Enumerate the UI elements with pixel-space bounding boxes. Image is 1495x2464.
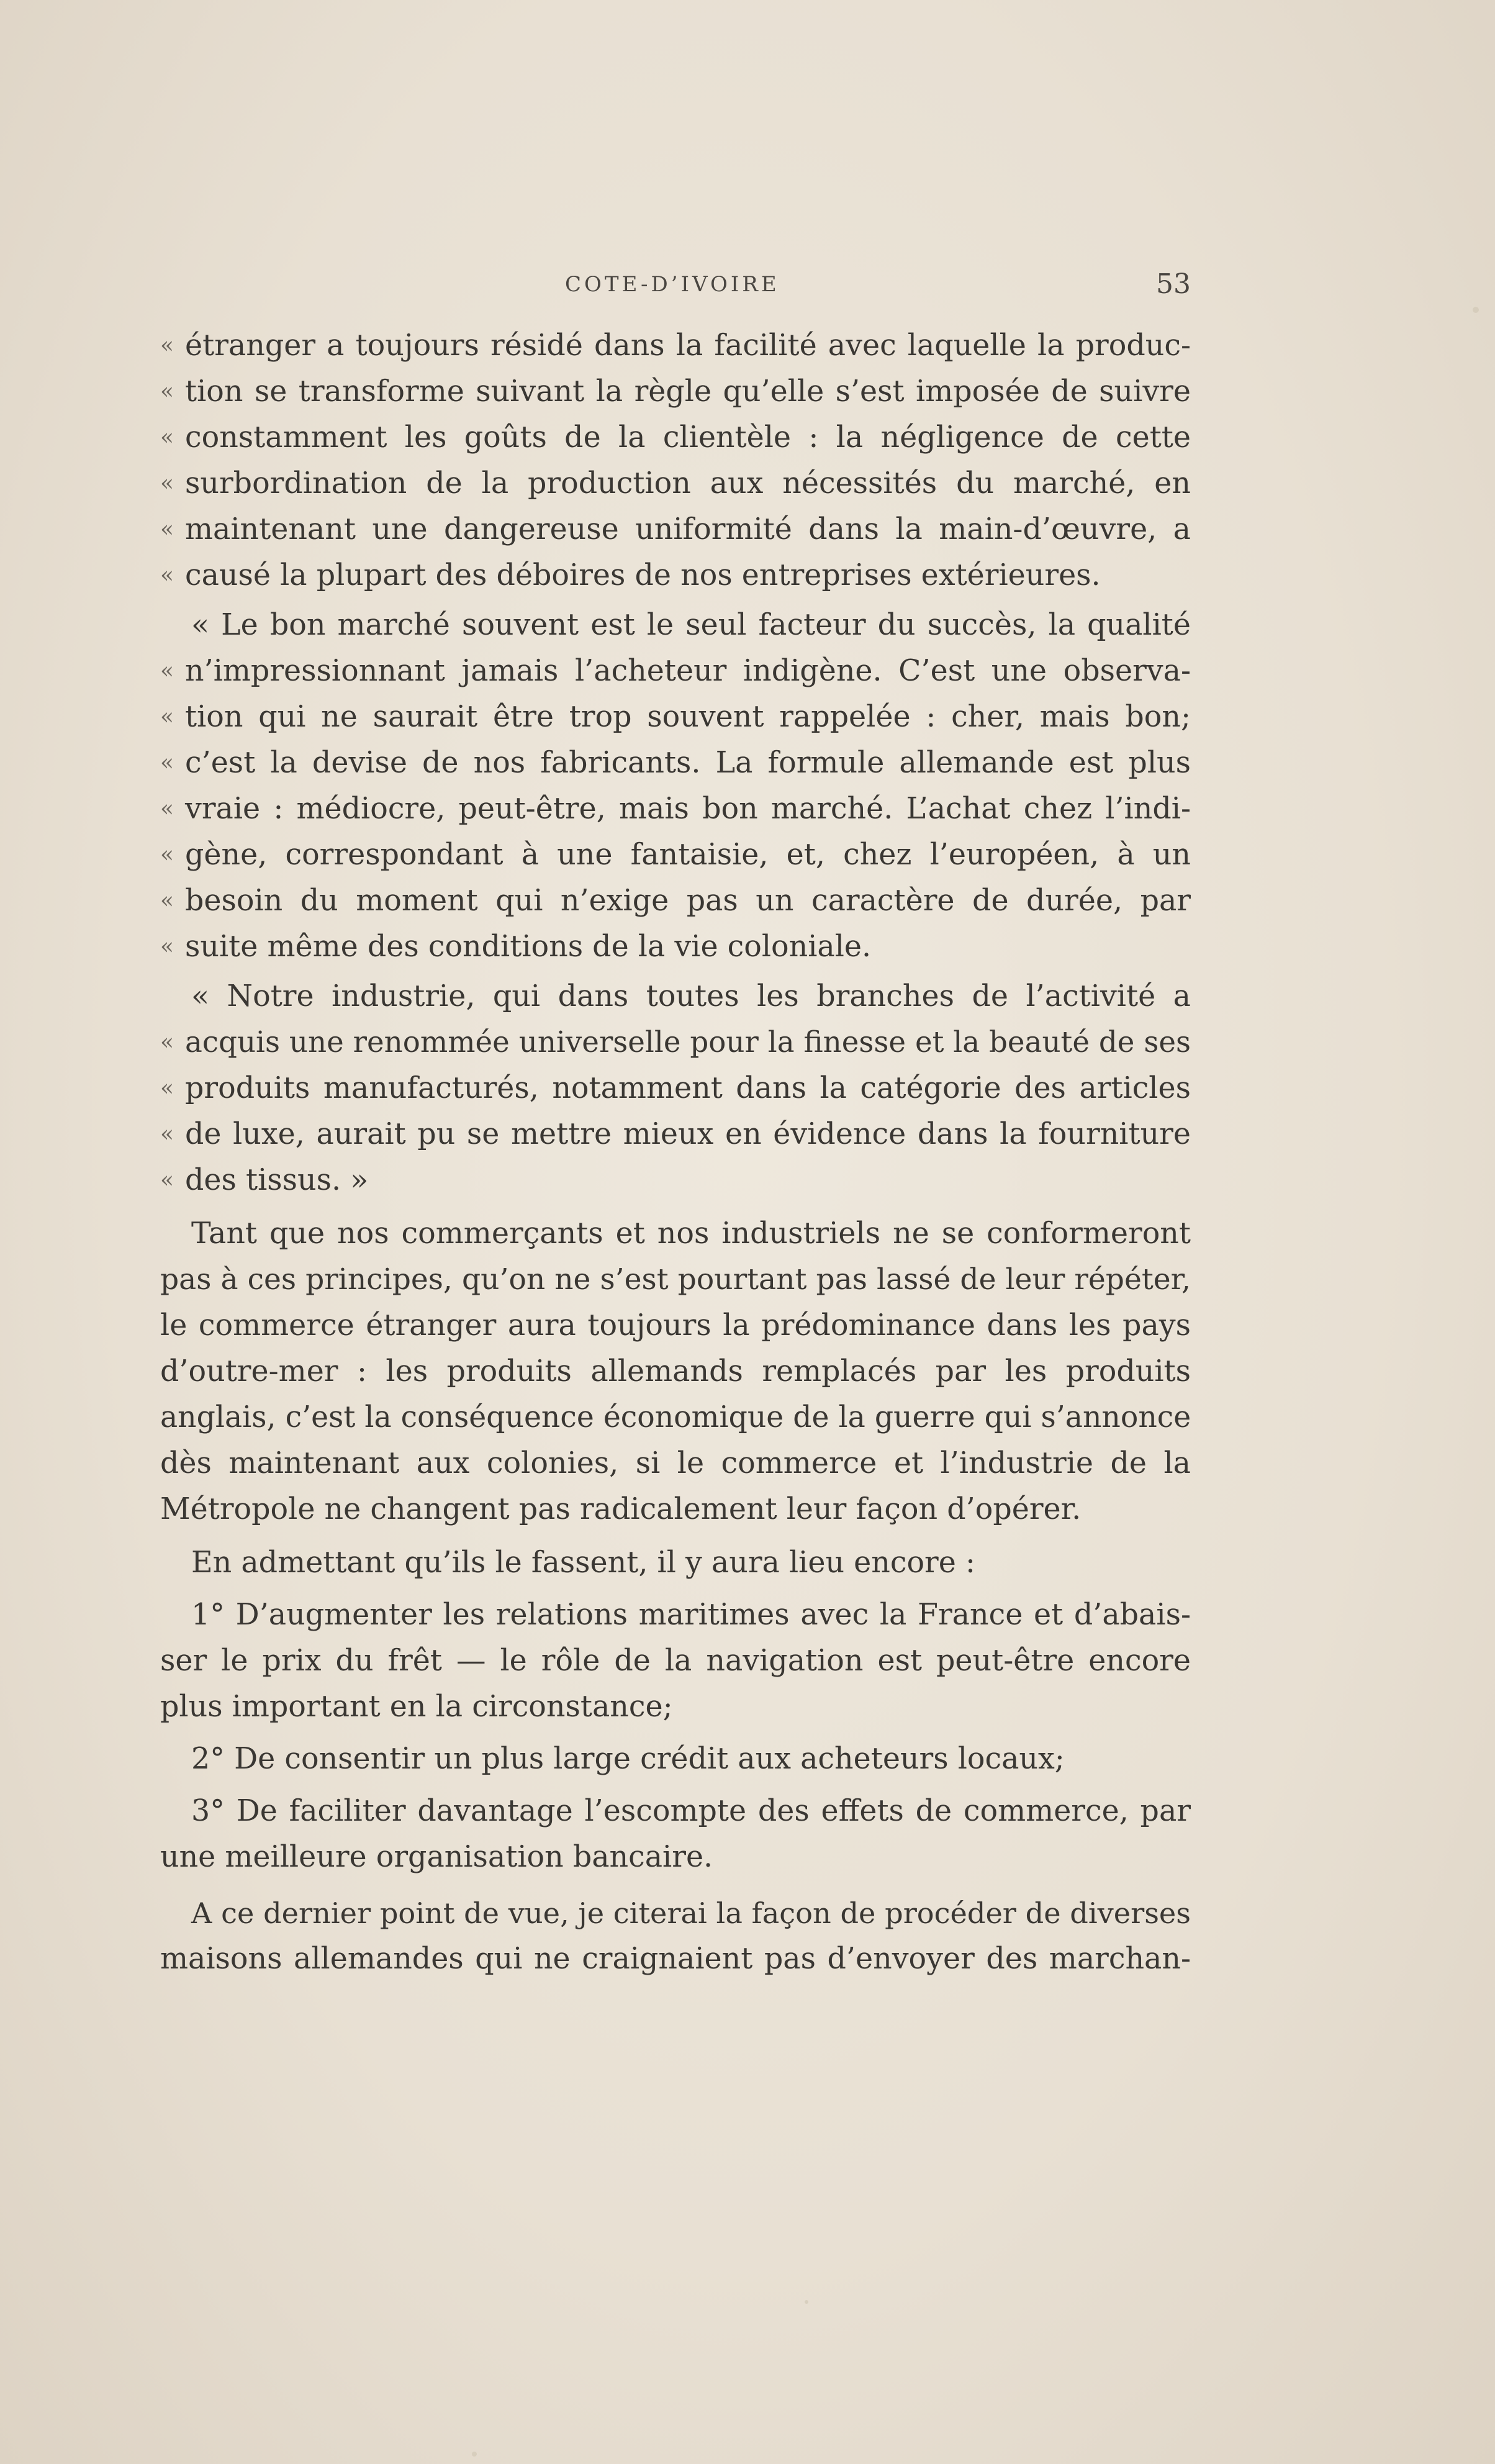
paper-spot <box>805 2300 808 2304</box>
line-text: tion qui ne saurait être trop souvent rappelée : cher, mais bon; <box>185 700 1191 734</box>
line-text: des tissus. » <box>185 1163 369 1197</box>
text-line <box>185 740 1191 786</box>
quote-mark: « <box>160 379 174 404</box>
text-line <box>191 1736 1191 1782</box>
line-text: le commerce étranger aura toujours la prédominance dans les pays <box>160 1308 1191 1343</box>
text-line <box>160 1395 1191 1441</box>
line-text: produits manufacturés, notamment dans la catégorie des articles <box>185 1071 1191 1105</box>
line-text: dès maintenant aux colonies, si le commerce et l’industrie de la <box>160 1446 1191 1480</box>
text-line <box>191 1890 1191 1936</box>
text-line <box>185 507 1191 553</box>
text-line <box>185 878 1191 924</box>
text-line <box>191 602 1191 648</box>
text-line <box>191 1592 1191 1638</box>
line-text: « Notre industrie, qui dans toutes les branches de l’activité a <box>191 979 1191 1013</box>
line-text: gène, correspondant à une fantaisie, et, chez l’européen, à un <box>185 838 1191 872</box>
line-text: causé la plupart des déboires de nos entreprises extérieures. <box>185 558 1101 592</box>
quote-mark: « <box>160 563 174 588</box>
text-line <box>160 1303 1191 1349</box>
text-line <box>185 832 1191 878</box>
quote-mark: « <box>160 1121 174 1147</box>
text-line <box>185 1157 1191 1203</box>
line-text: En admettant qu’ils le fassent, il y aura lieu encore : <box>191 1546 975 1580</box>
quote-mark: « <box>160 934 174 959</box>
line-text: plus important en la circonstance; <box>160 1690 673 1724</box>
text-line <box>160 1487 1191 1533</box>
line-text: d’outre-mer : les produits allemands remplacés par les produits <box>160 1354 1191 1388</box>
line-text: constamment les goûts de la clientèle : la négligence de cette <box>185 420 1191 455</box>
text-line <box>191 1211 1191 1257</box>
line-text: suite même des conditions de la vie coloniale. <box>185 930 872 964</box>
text-line <box>185 1066 1191 1112</box>
quote-mark: « <box>160 704 174 730</box>
line-text: étranger a toujours résidé dans la facilité avec laquelle la produc- <box>185 328 1191 363</box>
line-text: c’est la devise de nos fabricants. La formule allemande est plus <box>185 746 1191 780</box>
line-text: Tant que nos commerçants et nos industriels ne se conformeront <box>191 1216 1191 1251</box>
quote-mark: « <box>160 888 174 913</box>
text-line <box>185 786 1191 832</box>
text-line <box>191 974 1191 1020</box>
text-line <box>185 415 1191 461</box>
quote-mark: « <box>160 333 174 358</box>
line-text: surbordination de la production aux nécessités du marché, en <box>185 466 1191 500</box>
paper-spot <box>472 2452 477 2457</box>
quote-mark: « <box>160 842 174 867</box>
line-text: 1° D’augmenter les relations maritimes avec la France et d’abais- <box>191 1598 1191 1632</box>
line-text: vraie : médiocre, peut-être, mais bon marché. L’achat chez l’indi- <box>185 792 1191 826</box>
text-line <box>185 648 1191 694</box>
text-line <box>160 1257 1191 1303</box>
line-text: de luxe, aurait pu se mettre mieux en évidence dans la fourniture <box>185 1117 1191 1151</box>
quote-mark: « <box>160 471 174 496</box>
text-line <box>160 1441 1191 1487</box>
quote-mark: « <box>160 517 174 542</box>
quote-mark: « <box>160 425 174 450</box>
text-line <box>160 1834 1191 1880</box>
quote-mark: « <box>160 1167 174 1193</box>
line-text: ser le prix du frêt — le rôle de la navigation est peut-être encore <box>160 1644 1191 1678</box>
line-text: besoin du moment qui n’exige pas un caractère de durée, par <box>185 884 1191 918</box>
text-line <box>185 924 1191 970</box>
text-line <box>191 1788 1191 1834</box>
text-line <box>160 1638 1191 1684</box>
quote-mark: « <box>160 1076 174 1101</box>
quote-mark: « <box>160 750 174 776</box>
text-line <box>185 369 1191 415</box>
text-line <box>185 1020 1191 1066</box>
text-line <box>160 1936 1191 1982</box>
quote-mark: « <box>160 1030 174 1055</box>
quote-mark: « <box>160 658 174 684</box>
line-text: Métropole ne changent pas radicalement leur façon d’opérer. <box>160 1492 1082 1526</box>
text-line <box>160 1684 1191 1730</box>
line-text: 2° De consentir un plus large crédit aux acheteurs locaux; <box>191 1742 1065 1776</box>
line-text: maisons allemandes qui ne craignaient pas d’envoyer des marchan- <box>160 1942 1191 1976</box>
text-line <box>185 461 1191 507</box>
line-text: maintenant une dangereuse uniformité dans la main-d’œuvre, a <box>185 512 1191 546</box>
page-header <box>160 268 1191 306</box>
quote-mark: « <box>160 796 174 822</box>
line-text: 3° De faciliter davantage l’escompte des effets de commerce, par <box>191 1794 1191 1828</box>
page-number: 53 <box>1156 268 1191 300</box>
line-text: acquis une renommée universelle pour la finesse et la beauté de ses <box>185 1026 1191 1059</box>
text-line <box>185 1112 1191 1157</box>
text-line <box>185 694 1191 740</box>
line-text: tion se transforme suivant la règle qu’elle s’est imposée de suivre <box>185 374 1191 409</box>
line-text: pas à ces principes, qu’on ne s’est pourtant pas lassé de leur répéter, <box>160 1262 1191 1297</box>
running-title: COTE-D’IVOIRE <box>565 272 780 297</box>
line-text: une meilleure organisation bancaire. <box>160 1840 713 1874</box>
line-text: n’impressionnant jamais l’acheteur indigène. C’est une observa- <box>185 654 1191 688</box>
text-line <box>160 1349 1191 1395</box>
text-line <box>185 323 1191 369</box>
line-text: anglais, c’est la conséquence économique de la guerre qui s’annonce <box>160 1400 1191 1434</box>
text-line <box>191 1540 1191 1586</box>
text-line <box>185 553 1191 599</box>
line-text: « Le bon marché souvent est le seul facteur du succès, la qualité <box>191 608 1191 642</box>
paper-spot <box>1473 307 1479 313</box>
line-text: A ce dernier point de vue, je citerai la façon de procéder de diverses <box>191 1896 1191 1930</box>
